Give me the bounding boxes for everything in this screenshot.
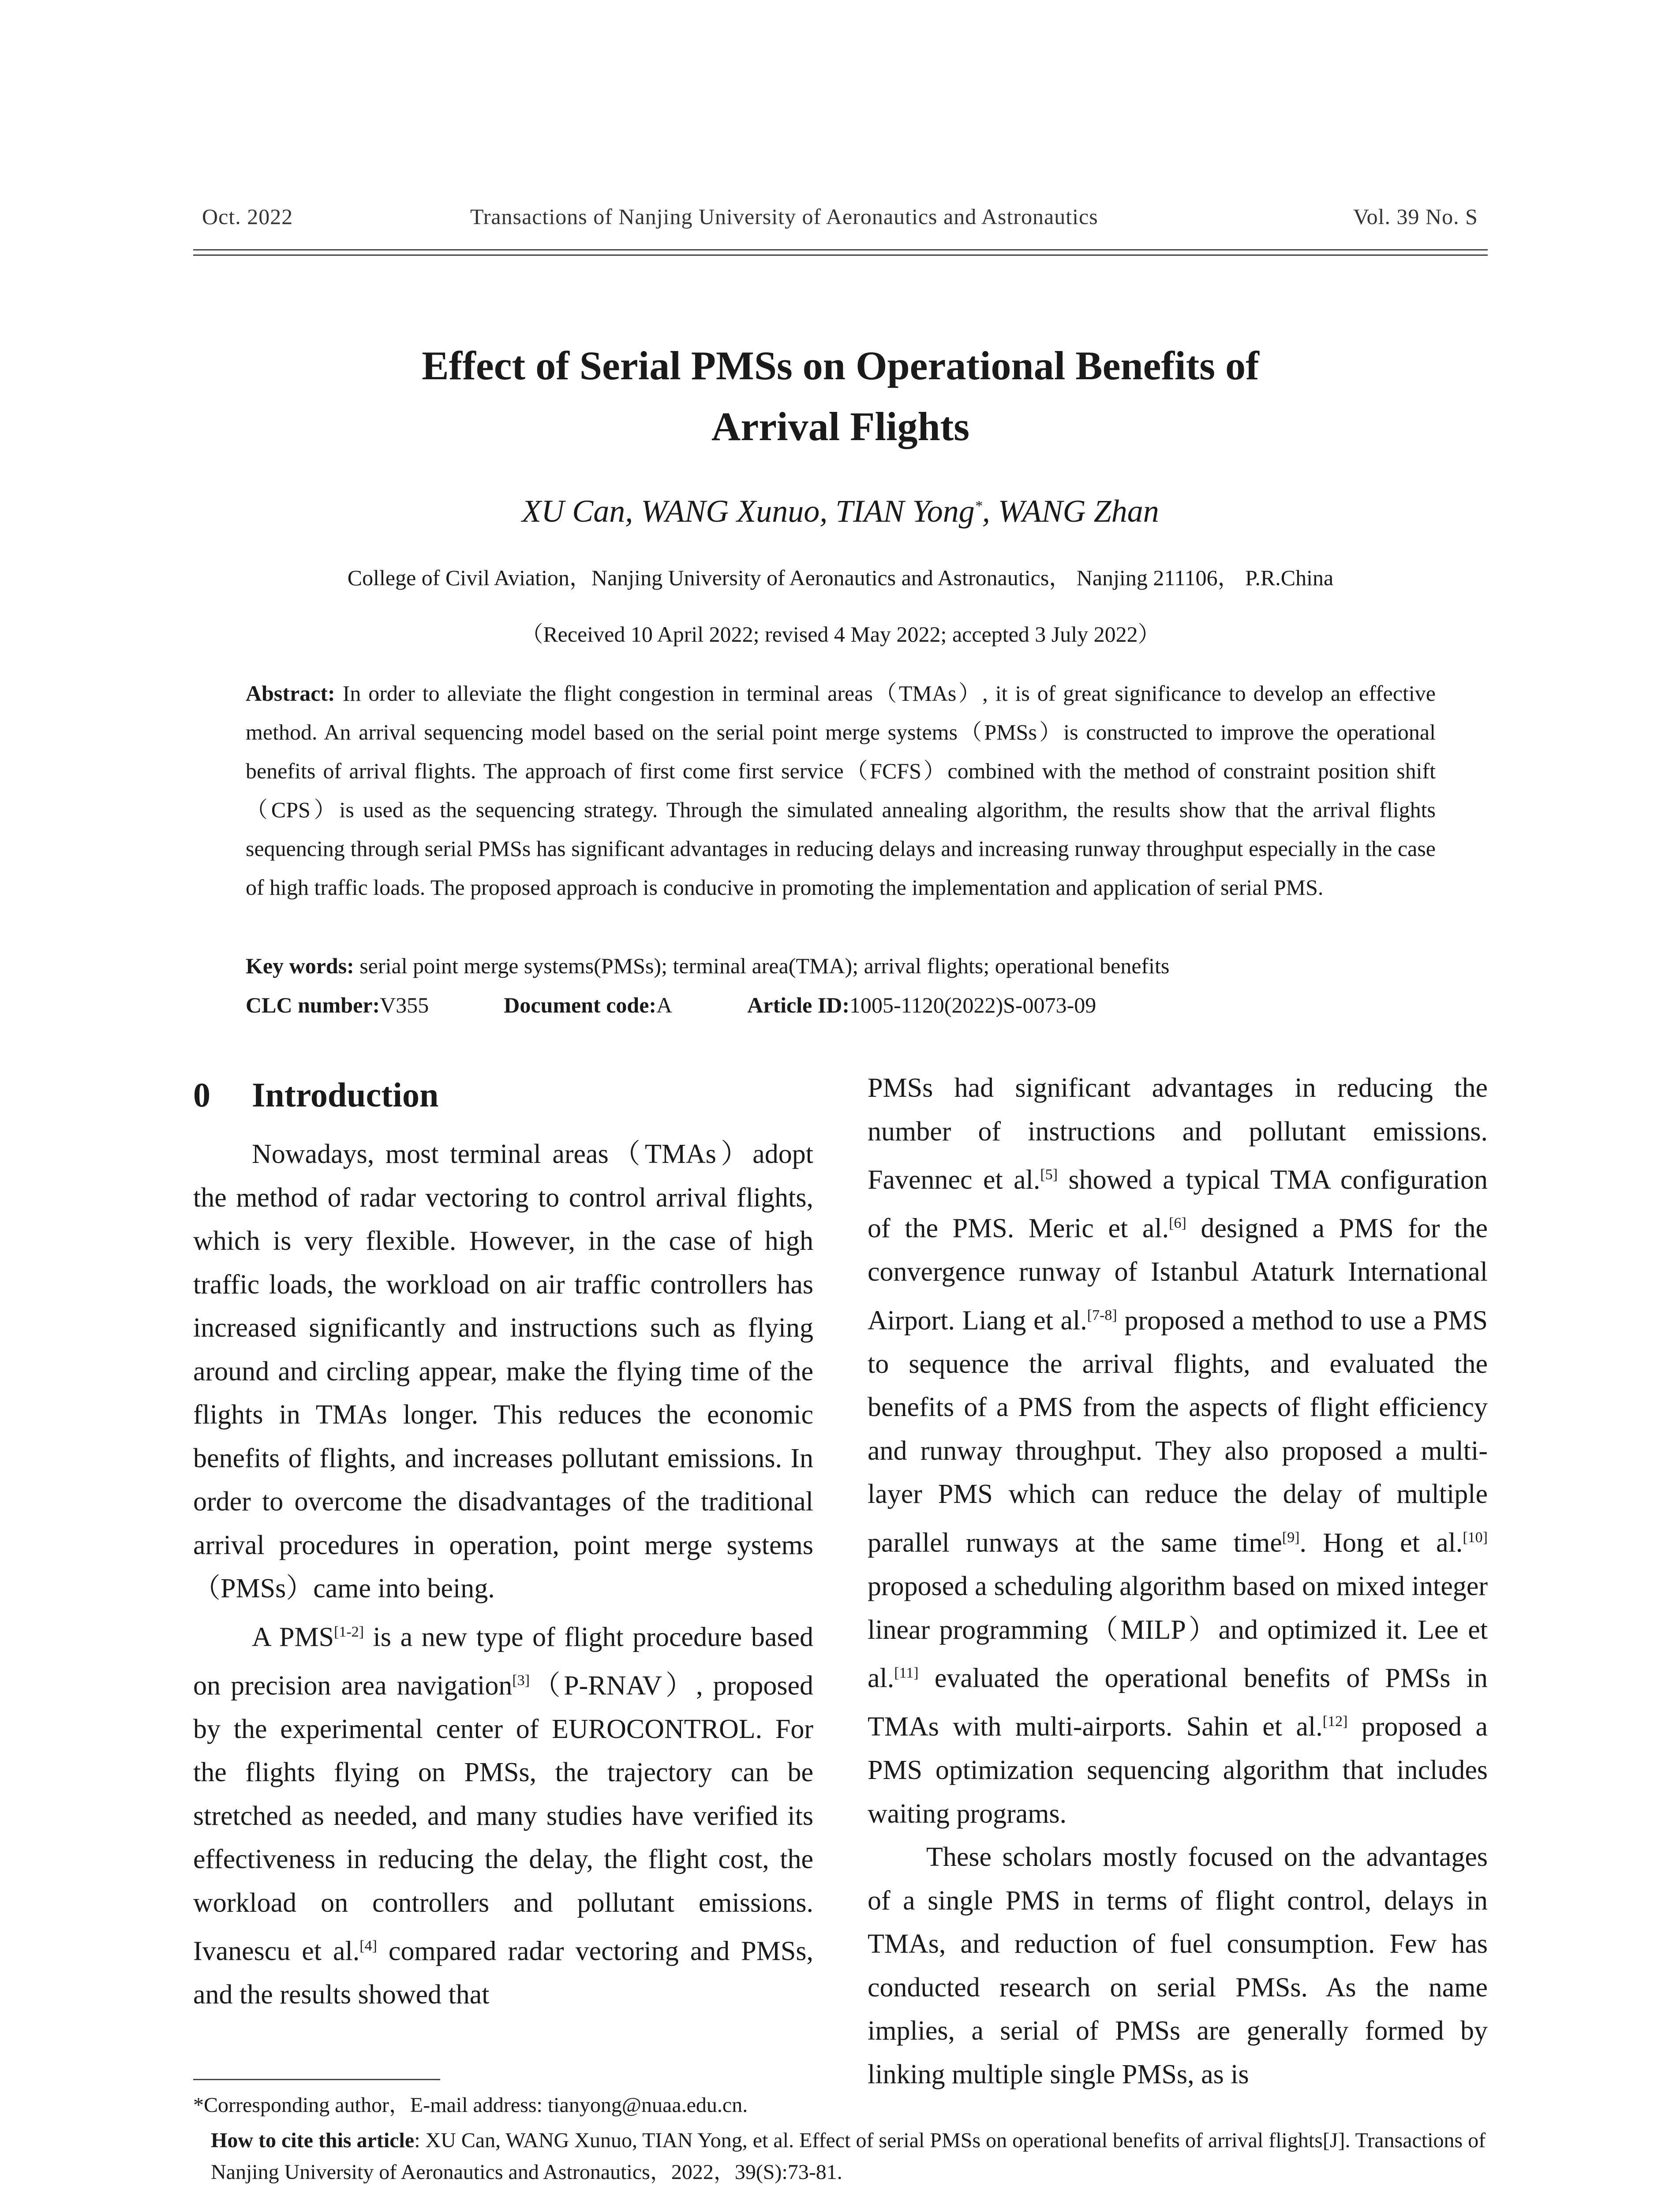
paper-title bbox=[193, 335, 1488, 457]
citation: [5] bbox=[1040, 1166, 1058, 1183]
paragraph: Nowadays, most terminal areas（TMAs）adopt the method of radar vectoring to control arrival flights, which is very flexible. However, in the case of high traffic loads, the workload on air traffic controllers has increased significantly and instructions such as flying around and circling appear, make the flying time of the flights in TMAs longer. This reduces the economic benefits of flights, and increases pollutant emissions. In order to overcome the disadvantages of the traditional arrival procedures in operation, point merge systems（PMSs）came into being. bbox=[193, 1139, 813, 1603]
article-id bbox=[747, 986, 1096, 1024]
author-list bbox=[193, 493, 1488, 530]
header-journal: Transactions of Nanjing University of Aeronautics and Astronautics bbox=[470, 204, 1098, 229]
paragraph bbox=[868, 1066, 1488, 1835]
right-column bbox=[868, 1066, 1488, 2096]
text-run: proposed a scheduling algorithm based on mixed integer linear programming（MILP）and optimized it. Lee et al. bbox=[868, 1571, 1488, 1693]
clc-value: V355 bbox=[380, 993, 429, 1017]
text-run: is a new type of flight procedure based on precision area navigation bbox=[193, 1622, 813, 1701]
corresponding-footnote: *Corresponding author，E-mail address: tianyong@nuaa.edu.cn. bbox=[193, 2093, 748, 2117]
text-run: designed a PMS for the convergence runway of Istanbul Ataturk International Airport. Liang et al. bbox=[868, 1213, 1488, 1336]
corresponding-mark: * bbox=[974, 498, 982, 514]
author-2: WANG Xunuo bbox=[641, 493, 820, 529]
keywords bbox=[246, 946, 1436, 985]
citation: [4] bbox=[359, 1938, 377, 1955]
text-run: . Hong et al. bbox=[1299, 1528, 1463, 1558]
doi-link[interactable] bbox=[193, 2201, 1488, 2205]
text-run: showed a typical TMA configuration of the PMS. Meric et al. bbox=[868, 1165, 1488, 1244]
title-line-1: Effect of Serial PMSs on Operational Benefits of bbox=[422, 343, 1259, 388]
affiliation: College of Civil Aviation，Nanjing University of Aeronautics and Astronautics， Nanjing 211106， P.R.China bbox=[347, 565, 1334, 590]
citation: [9] bbox=[1282, 1529, 1300, 1546]
clc-number bbox=[246, 986, 429, 1024]
text-run: A PMS bbox=[252, 1622, 334, 1652]
header-rule-bottom bbox=[193, 254, 1488, 256]
left-column bbox=[193, 1066, 813, 2017]
paragraph bbox=[193, 1611, 813, 2017]
cite-text: : XU Can, WANG Xunuo, TIAN Yong, et al. Effect of serial PMSs on operational benefits of arrival flights[J]. Transactions of Nanjing University of Aeronautics and Astronautics，2022，39(S):73-81. bbox=[211, 2129, 1486, 2184]
paragraph: These scholars mostly focused on the advantages of a single PMS in terms of flight control, delays in TMAs, and reduction of fuel consumption. Few has conducted research on serial PMSs. As the name implies, a serial of PMSs are generally formed by linking multiple single PMSs, as is bbox=[868, 1842, 1488, 2089]
author-sep: , bbox=[982, 493, 998, 529]
section-heading bbox=[193, 1071, 813, 1119]
received-dates: （Received 10 April 2022; revised 4 May 2022; accepted 3 July 2022） bbox=[521, 622, 1160, 647]
cite-label: How to cite this article bbox=[211, 2129, 415, 2152]
doc-value: A bbox=[656, 993, 673, 1017]
text-run: evaluated the operational benefits of PMSs in TMAs with multi-airports. Sahin et al. bbox=[868, 1663, 1488, 1742]
abstract-label: Abstract: bbox=[246, 681, 335, 706]
text-run: PMSs had significant advantages in reducing the number of instructions and pollutant emissions. Favennec et al. bbox=[868, 1073, 1488, 1195]
section-number: 0 bbox=[193, 1076, 210, 1114]
keywords-text: serial point merge systems(PMSs); terminal area(TMA); arrival flights; operational benefits bbox=[359, 953, 1170, 978]
abstract-text: In order to alleviate the flight congestion in terminal areas（TMAs）, it is of great significance to develop an effective method. An arrival sequencing model based on the serial point merge systems（PMSs）is constructed to improve the operational benefits of arrival flights. The approach of first come first service（FCFS）combined with the method of constraint position shift（CPS）is used as the sequencing strategy. Through the simulated annealing algorithm, the results show that the arrival flights sequencing through serial PMSs has significant advantages in reducing delays and increasing runway throughput especially in the case of high traffic loads. The proposed approach is conducive in promoting the implementation and application of serial PMS. bbox=[246, 681, 1436, 900]
keywords-label: Key words: bbox=[246, 953, 354, 978]
citation: [3] bbox=[512, 1672, 530, 1689]
author-sep: , bbox=[625, 493, 641, 529]
abstract bbox=[246, 674, 1436, 907]
citation: [6] bbox=[1169, 1215, 1186, 1232]
footnote-rule bbox=[193, 2079, 440, 2080]
citation-footnote bbox=[193, 2125, 1488, 2188]
header-volume: Vol. 39 No. S bbox=[1353, 204, 1478, 229]
author-4: WANG Zhan bbox=[998, 493, 1159, 529]
author-1: XU Can bbox=[522, 493, 625, 529]
classification-line bbox=[246, 986, 1436, 1024]
author-sep: , bbox=[819, 493, 836, 529]
document-code bbox=[504, 986, 672, 1024]
clc-label: CLC number: bbox=[246, 993, 380, 1017]
citation: [12] bbox=[1322, 1713, 1348, 1730]
text-run: （P-RNAV）, proposed by the experimental center of EUROCONTROL. For the flights flying on PMSs, the trajectory can be stretched as needed, and many studies have verified its effectiveness in reducing the delay, the flight cost, the workload on controllers and pollutant emissions. Ivanescu et al. bbox=[193, 1671, 813, 1966]
header-rule-top bbox=[193, 249, 1488, 250]
title-line-2: Arrival Flights bbox=[711, 404, 970, 449]
id-label: Article ID: bbox=[747, 993, 850, 1017]
citation: [11] bbox=[894, 1665, 919, 1682]
citation: [10] bbox=[1463, 1529, 1488, 1546]
text-run: proposed a method to use a PMS to sequence the arrival flights, and evaluated the benefits of a PMS from the aspects of flight efficiency and runway throughput. They also proposed a multi-layer PMS which can reduce the delay of multiple parallel runways at the same time bbox=[868, 1305, 1488, 1558]
section-title: Introduction bbox=[252, 1076, 439, 1114]
citation: [1-2] bbox=[334, 1623, 364, 1640]
citation: [7-8] bbox=[1087, 1307, 1117, 1323]
text-run: proposed a PMS optimization sequencing algorithm that includes waiting programs. bbox=[868, 1712, 1488, 1829]
id-value: 1005-1120(2022)S-0073-09 bbox=[849, 993, 1096, 1017]
text-run: compared radar vectoring and PMSs, and the results showed that bbox=[193, 1936, 813, 2010]
author-3: TIAN Yong bbox=[835, 493, 975, 529]
header-date: Oct. 2022 bbox=[202, 204, 293, 229]
doc-label: Document code: bbox=[504, 993, 657, 1017]
